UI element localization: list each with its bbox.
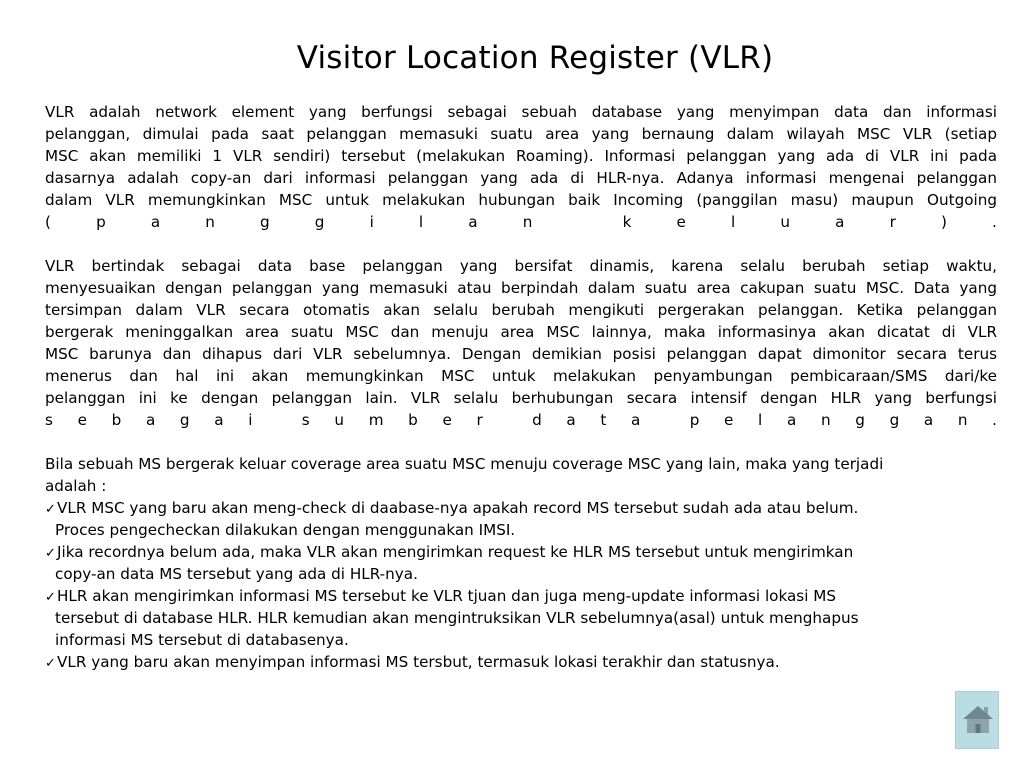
bullet-item [45, 497, 997, 541]
spaced-char: a [835, 213, 845, 231]
intro-line: adalah : [45, 477, 107, 495]
intro-line: Bila sebuah MS bergerak keluar coverage area suatu MSC menuju coverage MSC yang lain, maka yang terjadi [45, 455, 884, 473]
spaced-char: l [418, 213, 424, 231]
paragraph-line: MSC barunya dan dihapus dari VLR sebelumnya. Dengan demikian posisi pelanggan dapat dimonitor secara terus [45, 345, 997, 363]
paragraph-line: menyesuaikan dengan pelanggan yang memasuki atau berpindah dalam suatu area cakupan suatu MSC. Data yang [45, 279, 997, 297]
paragraph-line: dasarnya adalah copy-an dari informasi pelanggan yang ada di HLR-nya. Adanya informasi mengenai pelanggan [45, 169, 997, 187]
paragraph-vlr-dynamic [45, 255, 997, 431]
spaced-char: a [923, 411, 934, 429]
spaced-char: s [301, 411, 310, 429]
bullet-text: VLR yang baru akan menyimpan informasi MS tersbut, termasuk lokasi terakhir dan statusnya. [57, 653, 780, 671]
spaced-char: r [476, 411, 483, 429]
paragraph-line: dalam VLR memungkinkan MSC untuk melakukan hubungan baik Incoming (panggilan masu) maupun Outgoing [45, 191, 997, 209]
home-button[interactable] [955, 691, 999, 749]
spaced-char: a [468, 213, 478, 231]
spaced-char: s [45, 411, 53, 429]
spaced-char: e [442, 411, 452, 429]
paragraph-roaming-intro [45, 453, 997, 497]
spaced-char: p [96, 213, 106, 231]
spaced-char: ( [45, 213, 51, 231]
paragraph-line: pelanggan, dimulai pada saat pelanggan memasuki suatu area yang bernaung dalam wilayah MSC VLR (setiap [45, 125, 997, 143]
spaced-char: e [676, 213, 686, 231]
bullet-item [45, 651, 997, 673]
bullet-line [45, 497, 997, 519]
bullet-list [45, 497, 997, 673]
spaced-char: i [248, 411, 253, 429]
spaced-char: a [150, 213, 161, 231]
bullet-line [45, 541, 997, 563]
spaced-char: l [731, 213, 736, 231]
spaced-char: l [758, 411, 763, 429]
paragraph-line: bergerak meninggalkan area suatu MSC dan menuju area MSC lainnya, maka informasinya akan dicatat di VLR [45, 323, 997, 341]
spaced-char: d [532, 411, 542, 429]
spaced-char: g [314, 213, 325, 231]
bullet-text: Jika recordnya belum ada, maka VLR akan mengirimkan request ke HLR MS tersebut untuk mengirimkan [57, 543, 854, 561]
spaced-char: g [889, 411, 900, 429]
checkmark-icon: ✓ [45, 502, 56, 517]
spaced-char: a [214, 411, 224, 429]
spaced-char: k [622, 213, 632, 231]
paragraph-line: pelanggan ini ke dengan pelanggan lain. VLR selalu berhubungan secara intensif dengan HLR yang berfungsi [45, 389, 997, 407]
spaced-char: g [260, 213, 270, 231]
slide-title: Visitor Location Register (VLR) [296, 40, 774, 76]
bullet-continuation: informasi MS tersebut di databasenya. [55, 631, 349, 649]
spaced-char: . [992, 213, 997, 231]
spaced-char: a [631, 411, 641, 429]
paragraph-spacer [45, 431, 997, 453]
spaced-char: n [522, 213, 533, 231]
slide-body [45, 101, 997, 673]
bullet-continuation: tersebut di database HLR. HLR kemudian akan mengintruksikan VLR sebelumnya(asal) untuk menghapus [55, 609, 859, 627]
spaced-char: e [724, 411, 734, 429]
paragraph-line: VLR bertindak sebagai data base pelanggan yang bersifat dinamis, karena selalu berubah setiap waktu, [45, 257, 997, 275]
spaced-char: b [408, 411, 418, 429]
paragraph-line: menerus dan hal ini akan memungkinkan MSC untuk melakukan penyambungan pembicaraan/SMS dari/ke [45, 367, 997, 385]
paragraph-line: MSC akan memiliki 1 VLR sendiri) tersebut (melakukan Roaming). Informasi pelanggan yang ada di VLR ini pada [45, 147, 997, 165]
paragraph-spaced-line [45, 211, 997, 233]
spaced-char: t [600, 411, 607, 429]
bullet-item [45, 585, 997, 651]
paragraph-line: VLR adalah network element yang berfungsi sebagai sebuah database yang menyimpan data dan informasi [45, 103, 997, 121]
spaced-char: g [179, 411, 190, 429]
home-icon [962, 705, 994, 735]
spaced-char: e [77, 411, 87, 429]
spaced-char: ) [940, 213, 947, 231]
spaced-char: a [786, 411, 797, 429]
bullet-continuation: copy-an data MS tersebut yang ada di HLR-nya. [55, 565, 418, 583]
checkmark-icon: ✓ [45, 590, 56, 605]
checkmark-icon: ✓ [45, 656, 56, 671]
spaced-char: r [889, 213, 896, 231]
spaced-char: n [957, 411, 968, 429]
spaced-char: a [145, 411, 156, 429]
bullet-text: VLR MSC yang baru akan meng-check di daabase-nya apakah record MS tersebut sudah ada atau belum. [57, 499, 859, 517]
bullet-line [45, 651, 997, 673]
bullet-continuation: Proces pengecheckan dilakukan dengan menggunakan IMSI. [55, 521, 516, 539]
spaced-char: u [334, 411, 345, 429]
spaced-char: p [689, 411, 700, 429]
spaced-char: n [205, 213, 215, 231]
paragraph-vlr-definition [45, 101, 997, 233]
spaced-char: b [111, 411, 122, 429]
bullet-text: HLR akan mengirimkan informasi MS tersebut ke VLR tjuan dan juga meng-update informasi lokasi MS [57, 587, 837, 605]
checkmark-icon: ✓ [45, 546, 56, 561]
spaced-char: m [368, 411, 384, 429]
bullet-item [45, 541, 997, 585]
bullet-line [45, 585, 997, 607]
spaced-char: g [855, 411, 865, 429]
spaced-char: i [369, 213, 374, 231]
spaced-char: u [780, 213, 791, 231]
spaced-char: a [566, 411, 576, 429]
spaced-char: . [992, 411, 997, 429]
paragraph-line: tersimpan dalam VLR secara otomatis akan selalu berubah mengikuti pergerakan pelanggan. Ketika pelanggan [45, 301, 997, 319]
spaced-char: n [820, 411, 831, 429]
paragraph-spaced-line [45, 409, 997, 431]
paragraph-spacer [45, 233, 997, 255]
